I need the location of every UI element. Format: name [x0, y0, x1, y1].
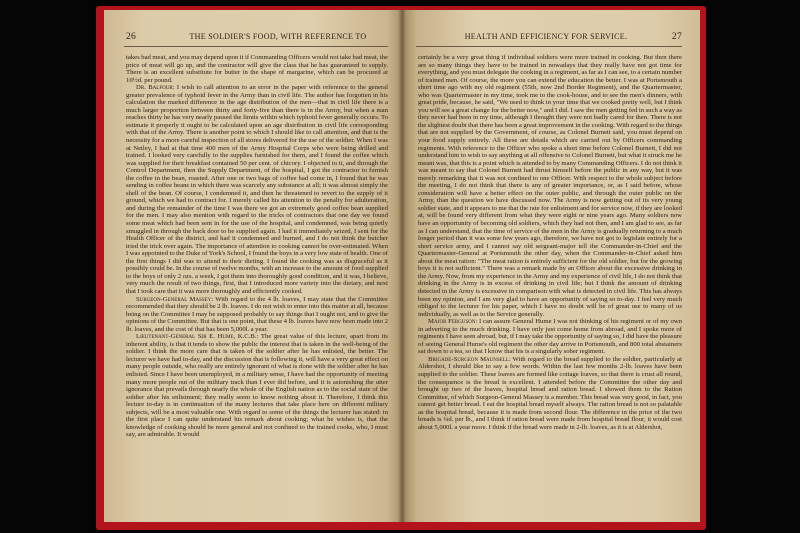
speaker-name: Brigade-Surgeon Maunsell	[428, 355, 509, 363]
paragraph	[418, 318, 682, 356]
paragraph	[126, 84, 388, 295]
right-page-number: 27	[671, 32, 682, 42]
paragraph	[126, 333, 388, 439]
left-head-rule	[124, 46, 388, 47]
right-running-head	[402, 32, 700, 46]
book-gutter	[398, 10, 406, 522]
paragraph-text: certainly be a very great thing if individual soldiers were more trained in cooking. But then there are so many things they have to be trained in nowadays that they really have not got time for everything, and you must delegate the cooking in a regiment, as far as I can see, to a certain number of trained men. Of course, the more you can extend the education the better. I was at Portsmouth a short time ago with my old regiment (55th, now 2nd Border Regiment), and the Quartermaster, who was Quartermaster in my time, took me to the cook-house, and to see the men's dinners, with great pride, because, he said, "We used to think in your time that we cooked pretty well, but I think you will see a great change for the better now," and I did. I saw the men getting fed in such a way as they never had been in my time, although I thought they were not badly cared for then. There is not the slightest doubt that there has been a great improvement in the cooking. With regard to the things that are not supplied by the Government, of course, as Colonel Burnett said, you must depend on your food supply entirely. All these are details which are carried out by Officers commanding regiments. With reference to the Officer who spoke a short time before Colonel Burnett, I did not understand him to wish to say anything at all offensive to Colonel Burnett, but what it struck me he meant was, that this is a point which is attended to by many Commanding Officers. I do not think it was meant to say that Colonel Burnett had thrust himself before the public in any way, but it was merely remarking that it was not confined to one Officer. With respect to the whole subject before the meeting, I do not think that there is any of greater importance, or, as I said before, whose consideration will have a better effect on the outer public, and through the outer public on the Army, than the question we have discussed now. The Army is now getting out of its very young soldier state, and it appears to me that the rate for enlistment and for service now, if they are looked at, will be found very different from what they were eight or nine years ago. Many soldiers now have an opportunity of becoming old soldiers, which they had not then, and I am glad to see, as far as I can understand, that the time of service of the men in the Army is gradually returning to a much longer period than it was some few years ago, therefore, we have not got to legislate entirely for a short service army, and I cannot say old sergeant-major tell the Commander-in-Chief and the Quartermaster-General at Portsmouth the other day, when the Commander-in-Chief asked him about the meat ration: "The meat ration is entirely sufficient for the old soldier, but for the growing boys it is not sufficient." There was a remark made by an Officer about the excessive drinking in the Army. Now, from my experience in the Army and my experience of civil life, I do not think that drinking in the Army is in excess of drinking in civil life; but I think the amount of drinking detected in the Army is excessive in comparison with what is detected in civil life. This has always been my opinion, and I am very glad to have an opportunity of saying so to-day. I feel very much obliged to the lecturer for his paper, which I have no doubt will be of great use to many of us individually, as well as to the Service generally.	[418, 54, 682, 318]
speaker-name: Lieutenant-General Sir E. Hume, K.C.B.	[136, 333, 257, 341]
left-running-head-text: THE SOLDIER'S FOOD, WITH REFERENCE TO	[189, 32, 367, 41]
paragraph	[418, 54, 682, 318]
left-page-number: 26	[126, 32, 137, 42]
right-running-head-text: HEALTH AND EFFICIENCY FOR SERVICE.	[464, 32, 628, 41]
paragraph-text: : With regard to the bread supplied to the soldier, particularly at Aldershot, I should like to say a few words. Within the last few months 2-lb. loaves have been supplied to the soldier. These loaves are formed like cottage loaves, so that there is crust all round, the consequence is the bread is excellent. I attended before the Committee the other day and brought up two of the loaves, hospital bread and ration bread. I showed them to the Ration Committee, of which Surgeon-General Massey is a member. This bread was very good, in fact, you cannot get better bread. I eat the hospital bread myself always. The ration bread is not so palatable as the hospital bread, because it is made from second flour. The difference in the price of the two breads is ¼d. per lb., and I think if ration bread were made from hospital bread flour, it would cost about 5,000l. a year more. I think if the bread were made in 2-lb. loaves, as it is at Aldershot,	[418, 355, 682, 431]
paragraph-text: : The great value of this lecture, apart from its inherent ability, is that it tends to show the public the interest that is taken in the well-being of the soldier. I think the more care that is taken of the soldier after he has enlisted, the better. The lecturer we have had to-day, and the discussion that is following it, will have a very great effect on many people outside, who really are entirely ignorant of what is done with the soldier after he has enlisted. Since I have been unemployed, in a military sense, I have had the opportunity of meeting many more people out of the military track than I ever did before, and it is astonishing the utter ignorance that prevails through nearly the whole of the English nation as to the social state of the soldier after his enlistment; they really seem to know nothing about it. Therefore, I think this lecture to-day is in continuation of the many lectures that take place here on different military subjects, will be a most valuable one. With regard to some of the things the lecturer has stated: in the first place I can quite understand his remark about cooking; what he wishes is, that the knowledge of cooking should be more general and not confined to the trained cooks, who, I must say, are admirable. It would	[126, 333, 388, 439]
left-running-head	[104, 32, 402, 46]
paragraph	[126, 54, 388, 84]
paragraph-text: takes bad meat, and you may depend upon it if Commanding Officers would not take bad meat, the price of meat will go up, and the contractor will give the class that he has guaranteed to supply. There is an excellent substitute for butter in the shape of margarine, which can be procured at 10½d. per pound.	[126, 54, 388, 84]
paragraph	[126, 296, 388, 334]
speaker-name: Surgeon-General Massey	[136, 295, 212, 303]
paragraph-text: : With regard to the 4 lb. loaves, I may state that the Committee recommended that they should be 2 lb. loaves. I do not wish to enter into this matter at all, because being on the Committee I may be supposed probably to say things that I ought not, and to give the opinions of the Committee. But that is one point, that these 4 lb. loaves have now been made into 2 lb. loaves, and the cost of that has been 5,000l. a year.	[126, 295, 388, 333]
paragraph	[418, 356, 682, 431]
speaker-name: Dr. Balfour	[136, 84, 173, 92]
paragraph-text: : I wish to call attention to an error in the paper with reference to the general greater prevalence of typhoid fever in the Army than in civil life. The author has forgotten in his calculation the marked difference in the age distribution of the men—that in civil life there is a much larger proportion between thirty and forty-five than there is in the Army, but when a man reaches thirty he has very nearly passed the limits within which typhoid fever generally occurs. To estimate it properly it ought to be calculated upon an age distribution in civil life corresponding with that of the Army. There is another point to which I should like to call attention, and that is the necessity for a more careful inspection of all stores delivered for the use of the soldier. When I was at Netley, I had at that time 400 men of the Army Hospital Corps who were being drilled and trained. I looked very carefully to the supplies furnished for them, and I found the coffee which was supplied for their breakfast contained 50 per cent. of chicory. I objected to it, and through the Control Department, then the Supply Department, of the hospital, I got the contractor to furnish the coffee in the bean, roasted. After one or two bags of coffee had come in, I found that he was sending in coffee beans in which there was scarcely any substance at all; it was almost simply the shell of the bean. Of course, I condemned it, and then he threatened to revert to the supply of it ground, which we had to contract for. I merely called his attention to the penalty for adulteration, and during the remainder of the time I was there we got an extremely good coffee bean supplied for the men. I may also mention with regard to the tricks of contractors that one day we found some meat which had been sent in for the use of the hospital, and condemned, was being quietly smuggled in through the back door to be supplied again. I had it immediately seized, I sent for the Health Officer of the district, and had it condemned and burned, and I do not think the butcher tried the trick over again. The importance of attention to cooking cannot be over-estimated. When I was appointed to the Duke of York's School, I found the boys in a very low state of health. One of the first things I did was to attend to their dieting. I found the cooking was as disgraceful as it possibly could be. In the course of twelve months, with an increase to the amount of food supplied to the boys of only 2 ozs. a week, I got them into thoroughly good condition, and it was, I believe, very much the result of two things, first, that I introduced more variety into the dietary, and next that I took care that it was more thoroughly and efficiently cooked.	[126, 84, 388, 295]
paragraph-text: : I can assure General Hume I was not thinking of his regiment or of my own in adverting to the much drinking. I have only just come home from abroad, and I spoke more of regiments I have seen abroad, but, if I may take the opportunity of saying so, I did have the pleasure of seeing General Hume's old regiment the other day arrive in Portsmouth, and 800 total abstainers sat down to a tea, so that I know that his is a singularly sober regiment.	[418, 318, 682, 356]
left-page	[104, 10, 402, 522]
right-page-body	[418, 54, 682, 504]
right-page	[402, 10, 700, 522]
left-page-body	[126, 54, 388, 504]
right-head-rule	[416, 46, 682, 47]
speaker-name: Major Ferguson	[428, 318, 476, 326]
